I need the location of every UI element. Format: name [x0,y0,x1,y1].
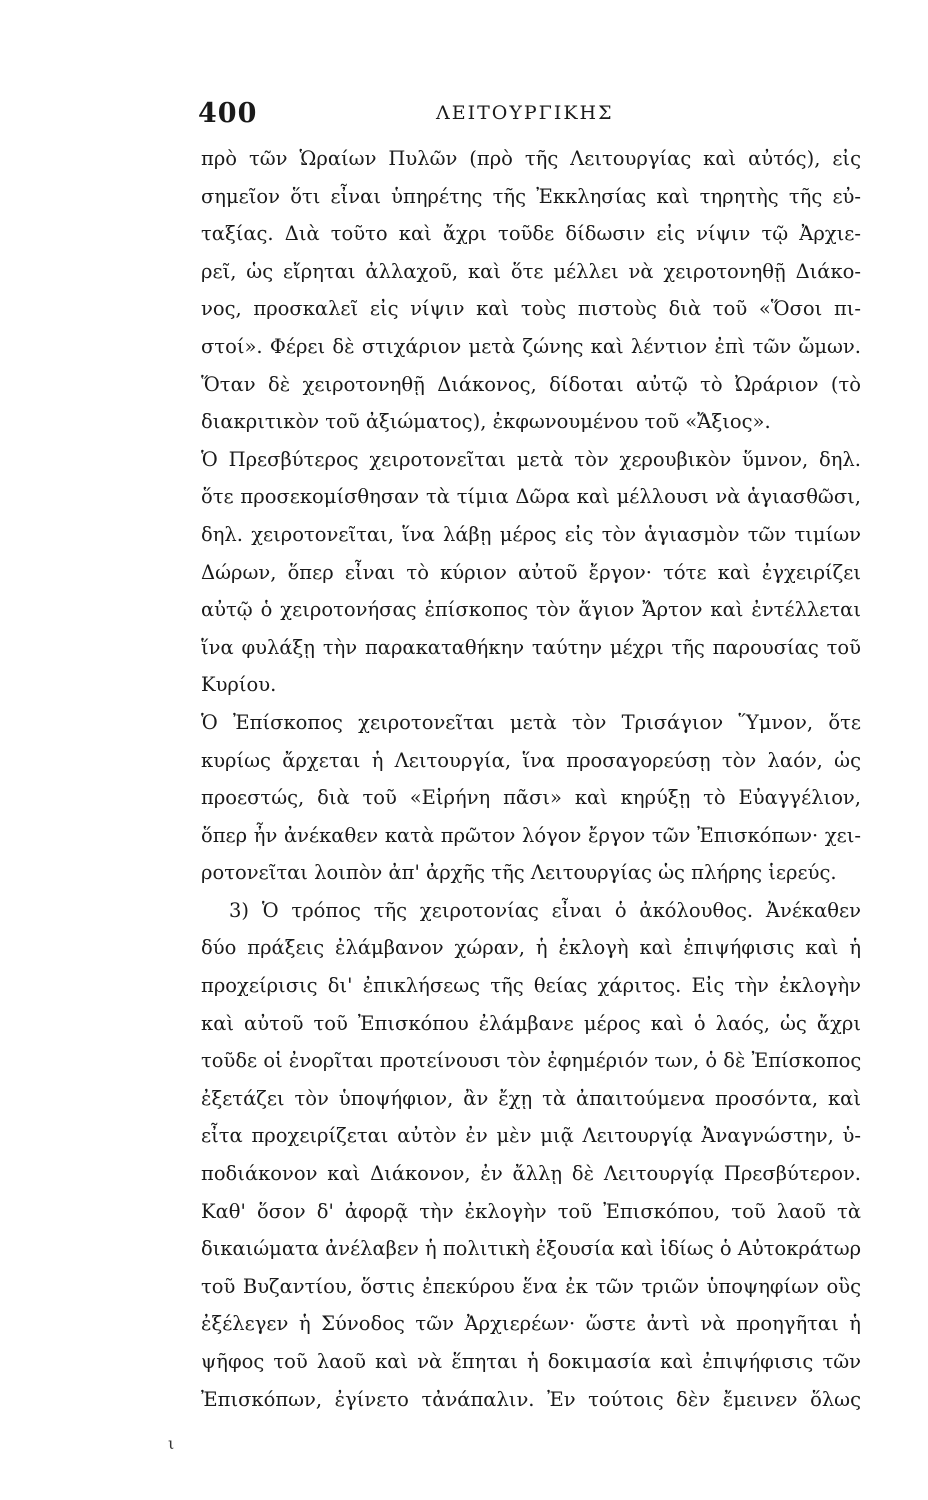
text-line: στοί». Φέρει δὲ στιχάριον μετὰ ζώνης καὶ λέντιον ἐπὶ τῶν ὤμων. [201,334,861,358]
text-line: ψῆφος τοῦ λαοῦ καὶ νὰ ἕπηται ἡ δοκιμασία καὶ ἐπιψήφισις τῶν [201,1350,861,1373]
text-line: δύο πράξεις ἐλάμβανον χώραν, ἡ ἐκλογὴ καὶ ἐπιψήφισις καὶ ἡ [201,936,861,960]
body-text [201,140,861,1418]
page-header [198,98,848,138]
text-line: Δώρων, ὅπερ εἶναι τὸ κύριον αὐτοῦ ἔργον· τότε καὶ ἐγχειρίζει [201,560,861,584]
text-line: τοῦδε οἱ ἐνορῖται προτείνουσι τὸν ἐφημέριόν των, ὁ δὲ Ἐπίσκοπος [201,1049,862,1073]
text-line: εἶτα προχειρίζεται αὐτὸν ἐν μὲν μιᾷ Λειτουργίᾳ Ἀναγνώστην, ὑ- [201,1124,861,1148]
page-number: 400 [198,98,258,129]
text-line: νος, προσκαλεῖ εἰς νίψιν καὶ τοὺς πιστοὺς διὰ τοῦ «Ὅσοι πι- [201,297,861,321]
text-line: δηλ. χειροτονεῖται, ἵνα λάβῃ μέρος εἰς τὸν ἁγιασμὸν τῶν τιμίων [201,522,861,546]
text-line: καὶ αὐτοῦ τοῦ Ἐπισκόπου ἐλάμβανε μέρος καὶ ὁ λαός, ὡς ἄχρι [201,1011,861,1035]
text-line: διακριτικὸν τοῦ ἀξιώματος), ἐκφωνουμένου τοῦ «Ἄξιος». [201,410,771,434]
text-line: αὐτῷ ὁ χειροτονήσας ἐπίσκοπος τὸν ἅγιον Ἄρτον καὶ ἐντέλλεται [201,598,861,622]
text-line: ροτονεῖται λοιπὸν ἀπ' ἀρχῆς τῆς Λειτουργίας ὡς πλήρης ἱερεύς. [201,861,837,885]
text-line: ἵνα φυλάξῃ τὴν παρακαταθήκην ταύτην μέχρι τῆς παρουσίας τοῦ [201,635,861,659]
text-line: 3) Ὁ τρόπος τῆς χειροτονίας εἶναι ὁ ἀκόλουθος. Ἀνέκαθεν [229,898,861,922]
text-line: πρὸ τῶν Ὡραίων Πυλῶν (πρὸ τῆς Λειτουργίας καὶ αὐτός), εἰς [201,147,861,170]
text-line: σημεῖον ὅτι εἶναι ὑπηρέτης τῆς Ἐκκλησίας καὶ τηρητὴς τῆς εὐ- [201,184,861,208]
margin-mark: ι [168,1434,175,1453]
text-line: δικαιώματα ἀνέλαβεν ἡ πολιτικὴ ἐξουσία καὶ ἰδίως ὁ Αὐτοκράτωρ [201,1237,862,1261]
text-line: Κυρίου. [201,673,277,697]
text-line: τοῦ Βυζαντίου, ὅστις ἐπεκύρου ἕνα ἐκ τῶν τριῶν ὑποψηφίων οὓς [201,1274,861,1298]
text-line: ποδιάκονον καὶ Διάκονον, ἐν ἄλλῃ δὲ Λειτουργίᾳ Πρεσβύτερον. [201,1162,861,1186]
text-line: Καθ' ὅσον δ' ἀφορᾷ τὴν ἐκλογὴν τοῦ Ἐπισκόπου, τοῦ λαοῦ τὰ [201,1199,861,1223]
text-line: ἐξετάζει τὸν ὑποψήφιον, ἂν ἔχῃ τὰ ἀπαιτούμενα προσόντα, καὶ [201,1086,861,1110]
text-line: προχείρισις δι' ἐπικλήσεως τῆς θείας χάριτος. Εἰς τὴν ἐκλογὴν [201,974,861,998]
text-line: Ὁ Πρεσβύτερος χειροτονεῖται μετὰ τὸν χερουβικὸν ὕμνον, δηλ. [201,447,861,471]
text-line: ὅτε προσεκομίσθησαν τὰ τίμια Δῶρα καὶ μέλλουσι νὰ ἁγιασθῶσι, [201,485,861,509]
text-line: ἐξέλεγεν ἡ Σύνοδος τῶν Ἀρχιερέων· ὥστε ἀντὶ νὰ προηγῆται ἡ [201,1312,861,1336]
text-line: προεστώς, διὰ τοῦ «Εἰρήνη πᾶσι» καὶ κηρύξῃ τὸ Εὐαγγέλιον, [201,786,861,810]
text-line: Ὅταν δὲ χειροτονηθῇ Διάκονος, δίδοται αὐτῷ τὸ Ὠράριον (τὸ [201,372,861,396]
text-line: ρεῖ, ὡς εἴρηται ἀλλαχοῦ, καὶ ὅτε μέλλει νὰ χειροτονηθῇ Διάκο- [201,259,861,283]
text-line: ταξίας. Διὰ τοῦτο καὶ ἄχρι τοῦδε δίδωσιν εἰς νίψιν τῷ Ἀρχιε- [201,222,861,246]
running-title: ΛΕΙΤΟΥΡΓΙΚΗΣ [436,102,614,124]
text-line: Ἐπισκόπων, ἐγίνετο τἀνάπαλιν. Ἐν τούτοις δὲν ἔμεινεν ὅλως [201,1387,861,1411]
text-line: ὅπερ ἦν ἀνέκαθεν κατὰ πρῶτον λόγον ἔργον τῶν Ἐπισκόπων· χει- [201,823,861,847]
text-line: κυρίως ἄρχεται ἡ Λειτουργία, ἵνα προσαγορεύσῃ τὸν λαόν, ὡς [201,748,861,772]
text-line: Ὁ Ἐπίσκοπος χειροτονεῖται μετὰ τὸν Τρισάγιον Ὕμνον, ὅτε [201,710,861,734]
